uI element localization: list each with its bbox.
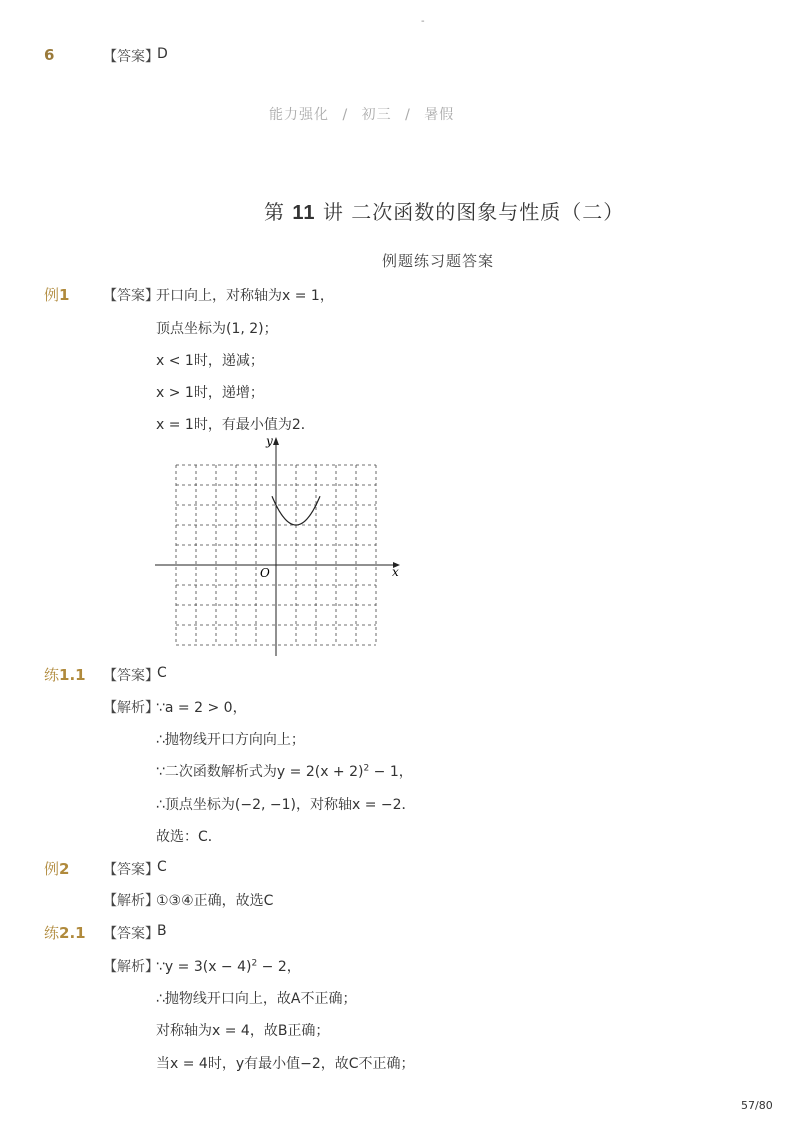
exponent: 2 <box>363 763 370 774</box>
analysis-line <box>156 761 413 781</box>
answer-line: 顶点坐标为(1, 2)； <box>156 321 278 337</box>
practice-label <box>44 664 86 685</box>
answer-tag: 【答案】 <box>103 926 159 942</box>
answer-tag: 【答案】 <box>103 288 159 304</box>
breadcrumb-item: 初三 <box>361 107 392 123</box>
top-mark: - <box>421 16 425 27</box>
analysis-line: 对称轴为x = 4，故B正确； <box>156 1023 330 1039</box>
example-label <box>44 858 69 879</box>
analysis-line: ∴顶点坐标为(−2, −1)，对称轴x = −2． <box>156 797 416 813</box>
origin-label: O <box>260 566 270 580</box>
analysis-tag: 【解析】 <box>103 700 159 716</box>
label-number: 1 <box>59 286 70 304</box>
exponent: 2 <box>251 958 258 969</box>
analysis-tag: 【解析】 <box>103 893 159 909</box>
page-number: 57/80 <box>741 1099 773 1112</box>
answer-value: C <box>157 665 167 681</box>
answer-tag: 【答案】 <box>103 862 159 878</box>
analysis-text: ∵二次函数解析式为y = 2(x + 2) <box>156 764 364 780</box>
answer-line: 开口向上，对称轴为x = 1， <box>156 288 334 304</box>
analysis-line: ∴抛物线开口向上，故A不正确； <box>156 991 357 1007</box>
label-number: 1.1 <box>59 666 86 684</box>
analysis-line: 当x = 4时，y有最小值−2，故C不正确； <box>156 1056 415 1072</box>
answer-tag: 【答案】 <box>103 49 159 65</box>
page-title <box>264 196 624 225</box>
label-number: 2 <box>59 860 70 878</box>
practice-label <box>44 922 86 943</box>
breadcrumb <box>269 104 454 124</box>
analysis-line: ∵a = 2 > 0， <box>156 700 247 716</box>
analysis-text: − 2， <box>257 959 301 975</box>
parabola-graph <box>150 430 410 660</box>
breadcrumb-separator: / <box>405 107 411 123</box>
title-number: 11 <box>292 202 316 224</box>
breadcrumb-item: 暑假 <box>424 107 455 123</box>
title-suffix: 讲 二次函数的图象与性质（二） <box>322 200 625 224</box>
breadcrumb-item: 能力强化 <box>269 107 329 123</box>
answer-value: D <box>157 46 168 62</box>
analysis-tag: 【解析】 <box>103 959 159 975</box>
answer-value: C <box>157 859 167 875</box>
label-prefix: 练 <box>44 666 60 684</box>
section-title: 例题练习题答案 <box>382 252 495 270</box>
example-label <box>44 284 69 305</box>
label-prefix: 例 <box>44 286 60 304</box>
analysis-text: ∵y = 3(x − 4) <box>156 959 252 975</box>
analysis-line: ∴抛物线开口方向向上； <box>156 732 305 748</box>
label-number: 2.1 <box>59 924 86 942</box>
answer-line: x < 1时，递减； <box>156 353 264 369</box>
label-prefix: 例 <box>44 860 60 878</box>
title-prefix: 第 <box>264 200 285 224</box>
label-prefix: 练 <box>44 924 60 942</box>
answer-tag: 【答案】 <box>103 668 159 684</box>
answer-line: x > 1时，递增； <box>156 385 264 401</box>
analysis-line: 故选：C． <box>156 829 222 845</box>
answer-value: B <box>157 923 167 939</box>
analysis-text: − 1， <box>369 764 413 780</box>
y-axis-label: y <box>266 434 273 448</box>
analysis-line: ①③④正确，故选C <box>156 893 274 909</box>
answer-line: x = 1时，有最小值为2． <box>156 417 315 433</box>
x-axis-label: x <box>392 565 399 579</box>
question-number: 6 <box>44 46 55 64</box>
y-axis-arrow <box>273 437 279 445</box>
breadcrumb-separator: / <box>342 107 349 123</box>
analysis-line <box>156 956 301 976</box>
